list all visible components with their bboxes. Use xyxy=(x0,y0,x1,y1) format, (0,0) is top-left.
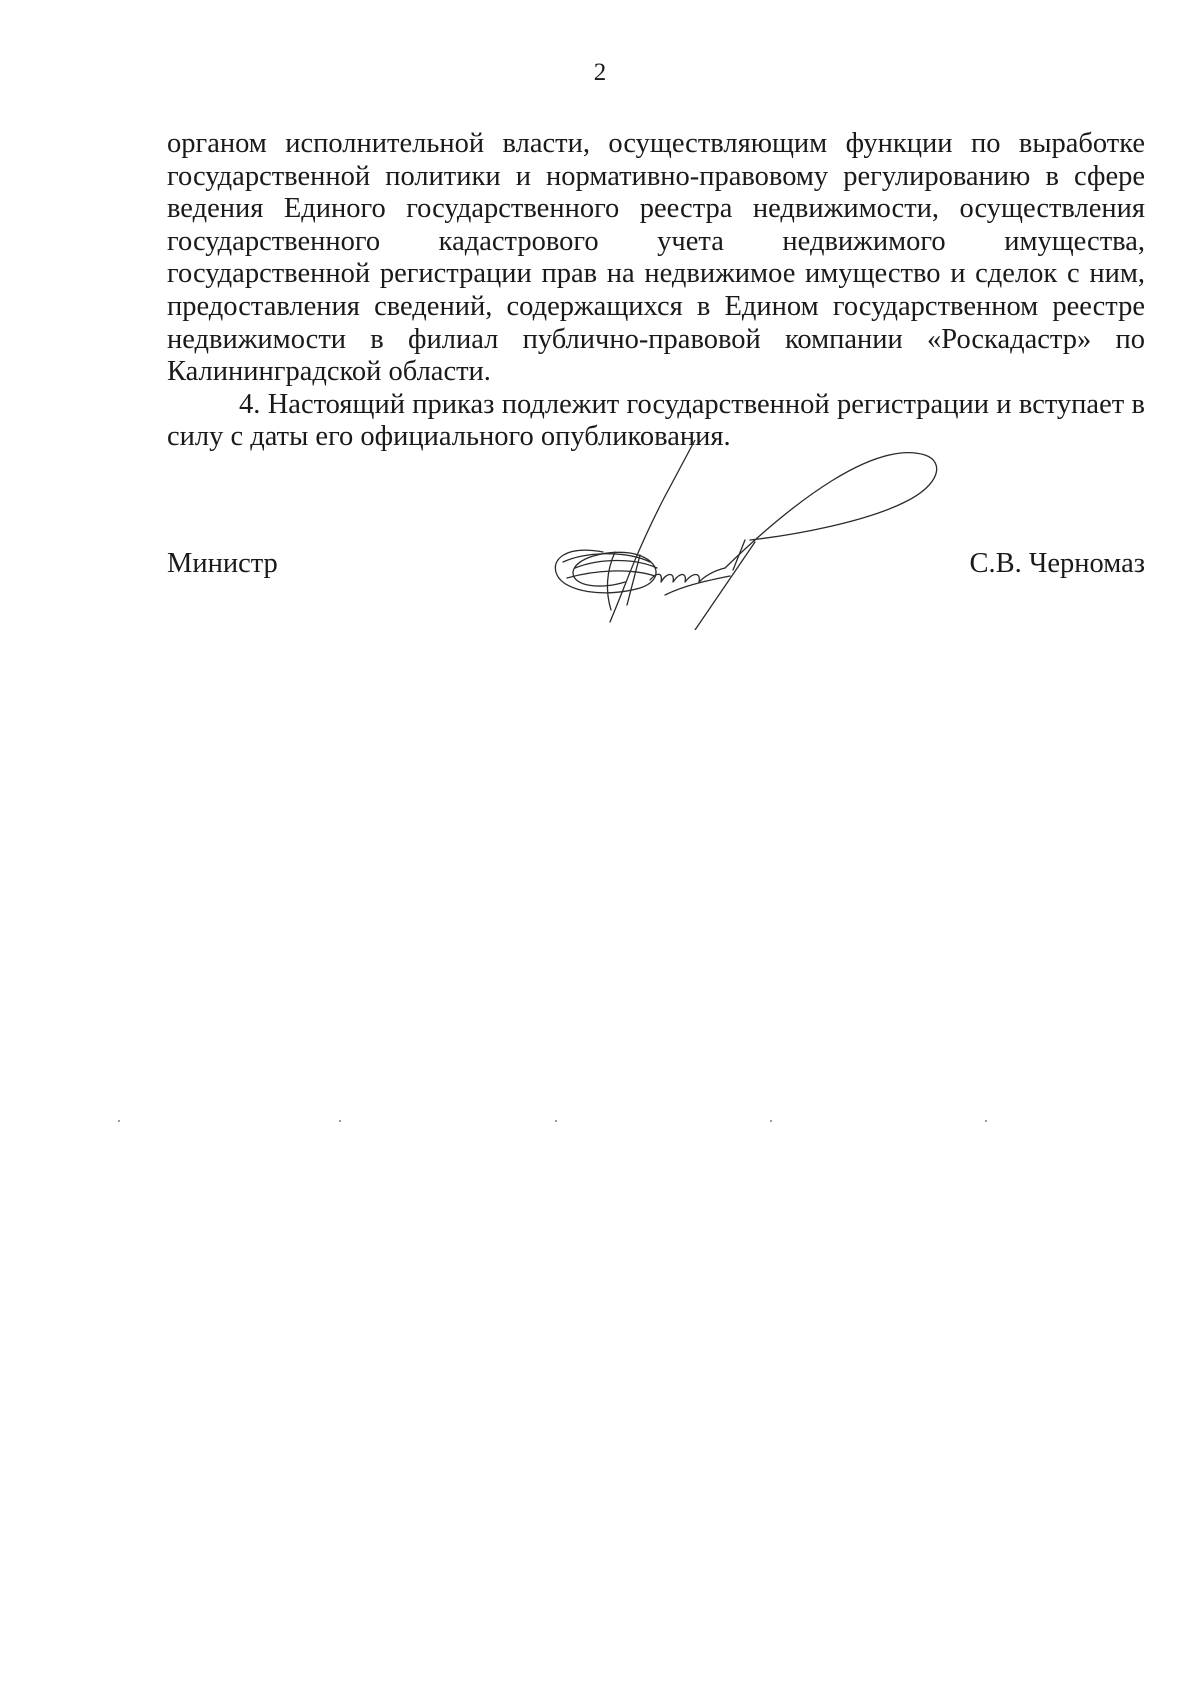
scan-mark xyxy=(770,1120,772,1122)
page-number: 2 xyxy=(593,59,607,86)
scan-mark xyxy=(555,1120,557,1122)
scan-mark xyxy=(339,1120,341,1122)
signer-name: С.В. Черномаз xyxy=(969,548,1145,579)
scan-mark xyxy=(985,1120,987,1122)
scan-mark xyxy=(118,1120,120,1122)
signer-position: Министр xyxy=(167,548,278,579)
paragraph-4: 4. Настоящий приказ подлежит государственной регистрации и вступает в силу с даты его официального опубликования. xyxy=(167,388,1145,453)
paragraph-continuation: органом исполнительной власти, осуществляющим функции по выработке государственной политики и нормативно-правовому регулированию в сфере ведения Единого государственного реестра недвижимости, осуществления государственного кадастрового учета недвижимого имущества, государственной регистрации прав на недвижимое имущество и сделок с ним, предоставления сведений, содержащихся в Едином государственном реестре недвижимости в филиал публично-правовой компании «Роскадастр» по Калининградской области. xyxy=(167,128,1145,388)
document-body xyxy=(167,128,1145,454)
handwritten-signature xyxy=(545,440,965,630)
